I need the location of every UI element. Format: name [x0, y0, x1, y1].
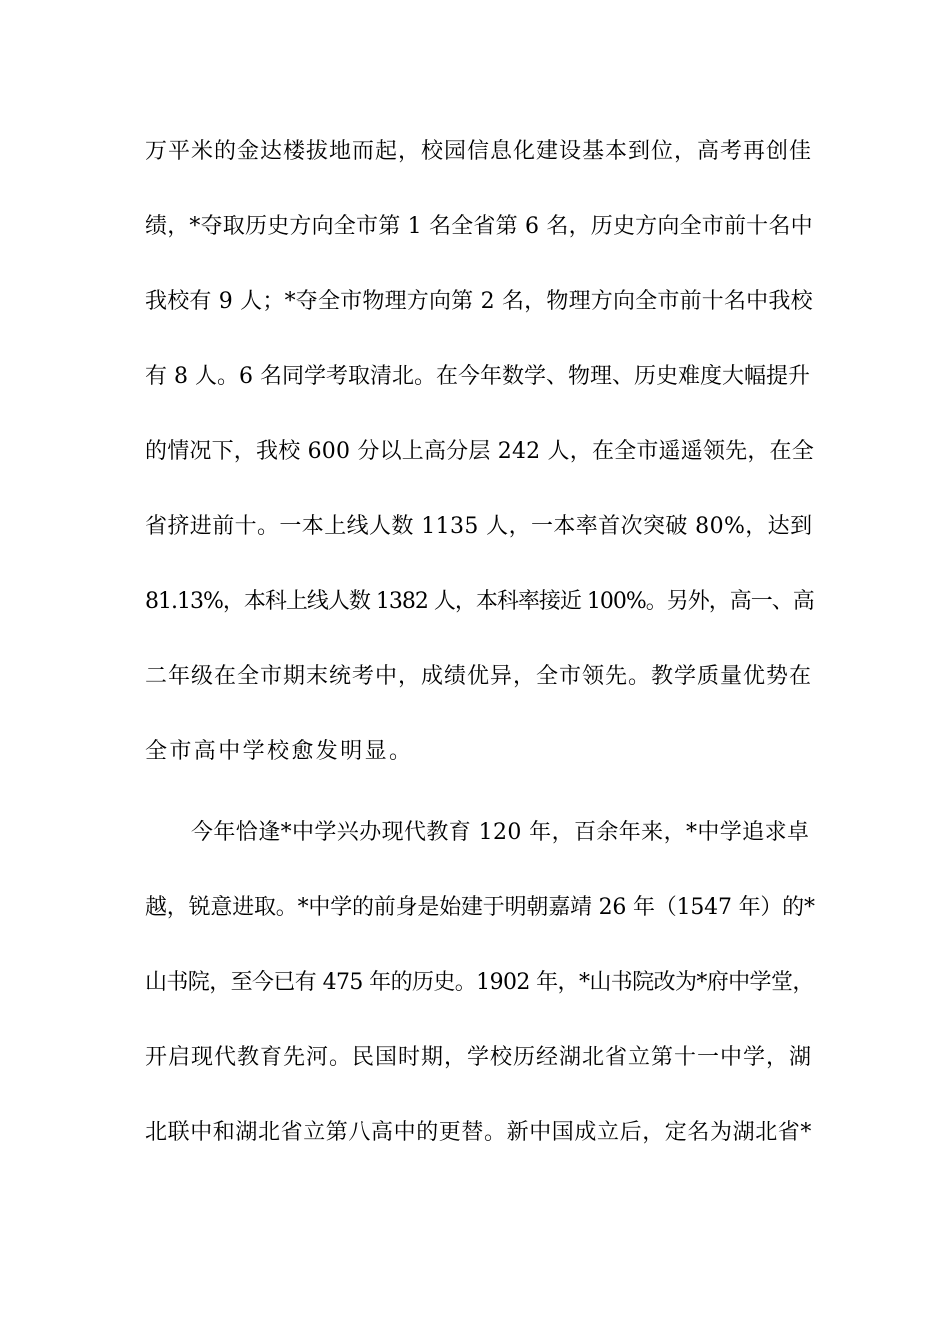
paragraph-1-line-5: 的情况下，我校 600 分以上高分层 242 人，在全市遥遥领先，在全 [145, 439, 814, 464]
paragraph-2-line-4: 开启现代教育先河。民国时期，学校历经湖北省立第十一中学，湖 [145, 1045, 813, 1070]
paragraph-2-line-1: 今年恰逢*中学兴办现代教育 120 年，百余年来，*中学追求卓 [191, 820, 810, 845]
paragraph-1-line-7: 81.13%，本科上线人数 1382 人，本科率接近 100%。另外，高一、高 [145, 589, 814, 614]
paragraph-1-line-3: 我校有 9 人；*夺全市物理方向第 2 名，物理方向全市前十名中我校 [145, 289, 813, 314]
paragraph-2-line-2: 越，锐意进取。*中学的前身是始建于明朝嘉靖 26 年（1547 年）的* [145, 895, 815, 920]
paragraph-2-line-5: 北联中和湖北省立第八高中的更替。新中国成立后，定名为湖北省* [145, 1120, 813, 1145]
paragraph-1-line-4: 有 8 人。6 名同学考取清北。在今年数学、物理、历史难度大幅提升 [145, 364, 810, 389]
paragraph-2-line-3: 山书院，至今已有 475 年的历史。1902 年，*山书院改为*府中学堂， [145, 970, 814, 995]
paragraph-1-line-1: 万平米的金达楼拔地而起，校园信息化建设基本到位，高考再创佳 [145, 139, 813, 164]
paragraph-1-line-2: 绩，*夺取历史方向全市第 1 名全省第 6 名，历史方向全市前十名中 [145, 214, 813, 239]
paragraph-1-line-6: 省挤进前十。一本上线人数 1135 人，一本率首次突破 80%，达到 [145, 514, 813, 539]
paragraph-1-line-9: 全市高中学校愈发明显。 [145, 739, 414, 764]
paragraph-1-line-8: 二年级在全市期末统考中，成绩优异，全市领先。教学质量优势在 [145, 664, 813, 689]
